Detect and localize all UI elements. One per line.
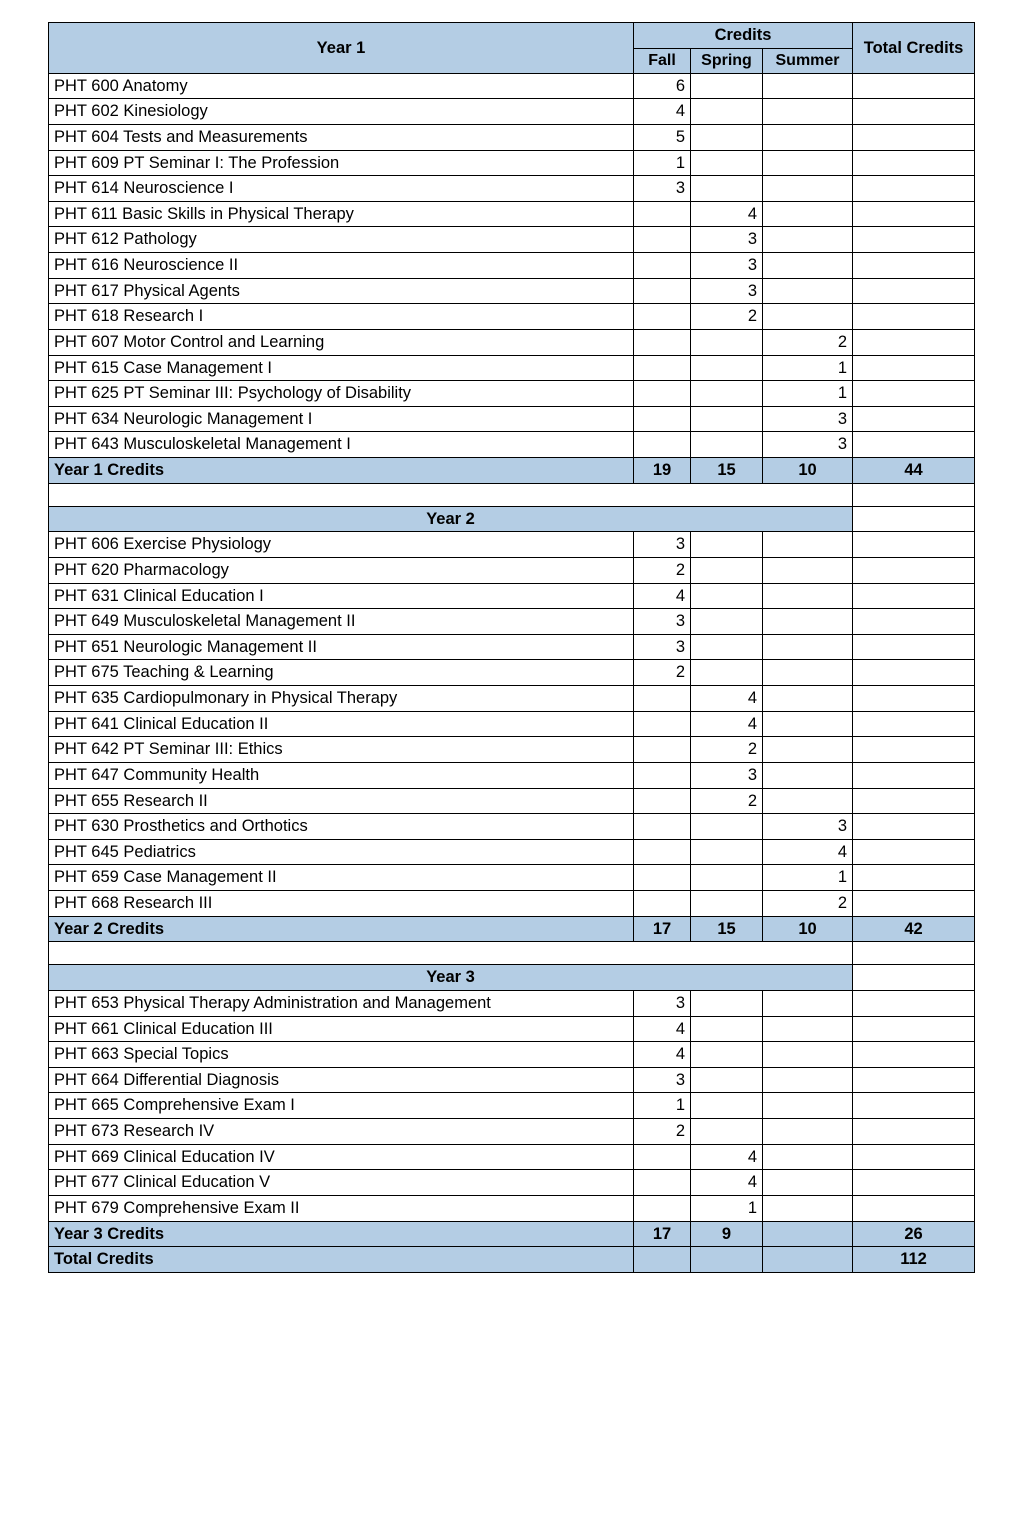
spring-credits: 3 — [691, 278, 763, 304]
fall-credits — [634, 762, 691, 788]
summer-credits: 3 — [763, 814, 853, 840]
total-credits-empty — [853, 1093, 975, 1119]
course-name: PHT 614 Neuroscience I — [49, 176, 634, 202]
table-row — [49, 660, 975, 686]
spring-credits — [691, 609, 763, 635]
section-title-year-3: Year 3 — [49, 965, 853, 991]
course-name: PHT 651 Neurologic Management II — [49, 634, 634, 660]
fall-credits — [634, 406, 691, 432]
summer-credits — [763, 227, 853, 253]
summer-credits: 2 — [763, 329, 853, 355]
grand-total-row — [49, 1247, 975, 1273]
spring-credits — [691, 557, 763, 583]
total-credits-empty — [853, 814, 975, 840]
fall-credits: 2 — [634, 557, 691, 583]
section-total-summer — [763, 1221, 853, 1247]
summer-credits — [763, 150, 853, 176]
spring-credits — [691, 583, 763, 609]
course-name: PHT 675 Teaching & Learning — [49, 660, 634, 686]
spacer-cell-right — [853, 942, 975, 965]
spring-credits — [691, 1119, 763, 1145]
total-credits-empty — [853, 865, 975, 891]
spring-credits — [691, 532, 763, 558]
summer-credits — [763, 1042, 853, 1068]
fall-credits — [634, 432, 691, 458]
section-total-fall: 17 — [634, 916, 691, 942]
total-credits-empty — [853, 506, 975, 532]
course-name: PHT 616 Neuroscience II — [49, 253, 634, 279]
table-row — [49, 839, 975, 865]
summer-credits — [763, 583, 853, 609]
summer-credits: 3 — [763, 432, 853, 458]
course-name: PHT 625 PT Seminar III: Psychology of Disability — [49, 381, 634, 407]
course-name: PHT 668 Research III — [49, 891, 634, 917]
section-total-fall: 19 — [634, 458, 691, 484]
section-total-row — [49, 1221, 975, 1247]
total-credits-empty — [853, 1144, 975, 1170]
summer-credits — [763, 660, 853, 686]
section-total-row — [49, 458, 975, 484]
summer-credits — [763, 1016, 853, 1042]
course-name: PHT 607 Motor Control and Learning — [49, 329, 634, 355]
spring-header: Spring — [691, 48, 763, 73]
spring-credits: 2 — [691, 737, 763, 763]
course-name: PHT 617 Physical Agents — [49, 278, 634, 304]
section-title-year-2: Year 2 — [49, 506, 853, 532]
summer-credits — [763, 253, 853, 279]
section-total-credits: 42 — [853, 916, 975, 942]
table-row — [49, 814, 975, 840]
summer-credits — [763, 1144, 853, 1170]
fall-credits: 2 — [634, 1119, 691, 1145]
summer-credits: 1 — [763, 865, 853, 891]
table-row — [49, 1119, 975, 1145]
course-name: PHT 611 Basic Skills in Physical Therapy — [49, 201, 634, 227]
fall-credits — [634, 1144, 691, 1170]
summer-credits — [763, 176, 853, 202]
table-row — [49, 1195, 975, 1221]
fall-credits — [634, 355, 691, 381]
fall-credits — [634, 278, 691, 304]
fall-credits — [634, 253, 691, 279]
course-name: PHT 609 PT Seminar I: The Profession — [49, 150, 634, 176]
spring-credits: 4 — [691, 1144, 763, 1170]
spring-credits — [691, 355, 763, 381]
fall-credits: 4 — [634, 1042, 691, 1068]
fall-credits — [634, 814, 691, 840]
spring-credits: 4 — [691, 686, 763, 712]
total-credits-empty — [853, 406, 975, 432]
spring-credits — [691, 660, 763, 686]
total-credits-empty — [853, 227, 975, 253]
fall-credits — [634, 686, 691, 712]
course-name: PHT 673 Research IV — [49, 1119, 634, 1145]
fall-credits — [634, 1170, 691, 1196]
table-row — [49, 1042, 975, 1068]
section-total-credits: 26 — [853, 1221, 975, 1247]
summer-credits — [763, 686, 853, 712]
fall-credits — [634, 737, 691, 763]
course-name: PHT 630 Prosthetics and Orthotics — [49, 814, 634, 840]
summer-credits — [763, 278, 853, 304]
course-name: PHT 663 Special Topics — [49, 1042, 634, 1068]
table-row — [49, 557, 975, 583]
table-row — [49, 686, 975, 712]
fall-credits: 3 — [634, 634, 691, 660]
spring-credits — [691, 814, 763, 840]
spring-credits — [691, 1042, 763, 1068]
total-credits-empty — [853, 381, 975, 407]
total-credits-empty — [853, 762, 975, 788]
course-name: PHT 664 Differential Diagnosis — [49, 1067, 634, 1093]
table-row — [49, 381, 975, 407]
course-name: PHT 620 Pharmacology — [49, 557, 634, 583]
fall-credits — [634, 891, 691, 917]
table-row — [49, 532, 975, 558]
summer-credits — [763, 1195, 853, 1221]
course-name: PHT 659 Case Management II — [49, 865, 634, 891]
section-total-summer: 10 — [763, 916, 853, 942]
table-row — [49, 329, 975, 355]
total-credits-empty — [853, 686, 975, 712]
spring-credits — [691, 990, 763, 1016]
table-row — [49, 176, 975, 202]
table-row — [49, 891, 975, 917]
total-credits-empty — [853, 150, 975, 176]
spacer-cell — [49, 483, 853, 506]
section-header-row — [49, 965, 975, 991]
spring-credits — [691, 124, 763, 150]
total-credits-empty — [853, 432, 975, 458]
course-name: PHT 634 Neurologic Management I — [49, 406, 634, 432]
spring-credits — [691, 150, 763, 176]
course-name: PHT 665 Comprehensive Exam I — [49, 1093, 634, 1119]
table-row — [49, 304, 975, 330]
spring-credits — [691, 865, 763, 891]
course-name: PHT 600 Anatomy — [49, 73, 634, 99]
summer-credits — [763, 634, 853, 660]
course-name: PHT 677 Clinical Education V — [49, 1170, 634, 1196]
summer-credits — [763, 304, 853, 330]
spacer-row — [49, 942, 975, 965]
fall-credits — [634, 788, 691, 814]
spring-credits — [691, 1016, 763, 1042]
table-row — [49, 1144, 975, 1170]
section-title-year-1: Year 1 — [49, 23, 634, 74]
summer-credits — [763, 762, 853, 788]
section-header-row — [49, 506, 975, 532]
total-credits-empty — [853, 329, 975, 355]
spring-credits: 4 — [691, 1170, 763, 1196]
summer-credits — [763, 788, 853, 814]
total-credits-empty — [853, 278, 975, 304]
course-name: PHT 649 Musculoskeletal Management II — [49, 609, 634, 635]
course-name: PHT 643 Musculoskeletal Management I — [49, 432, 634, 458]
table-row — [49, 990, 975, 1016]
summer-credits — [763, 73, 853, 99]
table-row — [49, 278, 975, 304]
course-name: PHT 679 Comprehensive Exam II — [49, 1195, 634, 1221]
course-name: PHT 612 Pathology — [49, 227, 634, 253]
table-row — [49, 1170, 975, 1196]
fall-credits — [634, 839, 691, 865]
total-credits-empty — [853, 99, 975, 125]
total-credits-empty — [853, 1119, 975, 1145]
spring-credits — [691, 839, 763, 865]
course-name: PHT 615 Case Management I — [49, 355, 634, 381]
summer-credits: 1 — [763, 355, 853, 381]
summer-credits — [763, 1170, 853, 1196]
grand-total-spring — [691, 1247, 763, 1273]
section-total-spring: 15 — [691, 458, 763, 484]
spring-credits: 2 — [691, 788, 763, 814]
section-total-label: Year 3 Credits — [49, 1221, 634, 1247]
course-name: PHT 661 Clinical Education III — [49, 1016, 634, 1042]
total-credits-empty — [853, 304, 975, 330]
spring-credits: 4 — [691, 711, 763, 737]
course-name: PHT 635 Cardiopulmonary in Physical Therapy — [49, 686, 634, 712]
total-credits-empty — [853, 660, 975, 686]
fall-credits — [634, 1195, 691, 1221]
spring-credits — [691, 329, 763, 355]
section-total-label: Year 2 Credits — [49, 916, 634, 942]
spring-credits: 3 — [691, 762, 763, 788]
course-name: PHT 669 Clinical Education IV — [49, 1144, 634, 1170]
summer-credits — [763, 557, 853, 583]
spring-credits: 2 — [691, 304, 763, 330]
spring-credits: 3 — [691, 253, 763, 279]
spring-credits: 1 — [691, 1195, 763, 1221]
fall-credits: 3 — [634, 609, 691, 635]
spring-credits — [691, 1093, 763, 1119]
total-credits-empty — [853, 609, 975, 635]
total-credits-empty — [853, 355, 975, 381]
total-credits-header: Total Credits — [853, 23, 975, 74]
spacer-row — [49, 483, 975, 506]
section-total-row — [49, 916, 975, 942]
grand-total-summer — [763, 1247, 853, 1273]
spacer-cell-right — [853, 483, 975, 506]
fall-credits — [634, 711, 691, 737]
fall-credits: 6 — [634, 73, 691, 99]
course-name: PHT 631 Clinical Education I — [49, 583, 634, 609]
table-row — [49, 227, 975, 253]
summer-credits: 4 — [763, 839, 853, 865]
total-credits-empty — [853, 176, 975, 202]
table-row — [49, 432, 975, 458]
spring-credits — [691, 891, 763, 917]
table-row — [49, 711, 975, 737]
total-credits-empty — [853, 634, 975, 660]
summer-credits — [763, 711, 853, 737]
total-credits-empty — [853, 1195, 975, 1221]
section-total-fall: 17 — [634, 1221, 691, 1247]
total-credits-empty — [853, 532, 975, 558]
summer-credits: 1 — [763, 381, 853, 407]
total-credits-empty — [853, 1170, 975, 1196]
total-credits-empty — [853, 711, 975, 737]
fall-credits — [634, 304, 691, 330]
fall-credits: 3 — [634, 990, 691, 1016]
course-name: PHT 606 Exercise Physiology — [49, 532, 634, 558]
course-name: PHT 604 Tests and Measurements — [49, 124, 634, 150]
table-row — [49, 253, 975, 279]
total-credits-empty — [853, 1016, 975, 1042]
curriculum-table — [48, 22, 975, 1273]
fall-credits — [634, 201, 691, 227]
spring-credits — [691, 1067, 763, 1093]
fall-credits — [634, 227, 691, 253]
summer-credits — [763, 737, 853, 763]
spring-credits: 4 — [691, 201, 763, 227]
table-row — [49, 73, 975, 99]
table-row — [49, 1093, 975, 1119]
fall-credits: 1 — [634, 1093, 691, 1119]
summer-credits — [763, 124, 853, 150]
summer-credits — [763, 1067, 853, 1093]
course-name: PHT 655 Research II — [49, 788, 634, 814]
section-total-spring: 9 — [691, 1221, 763, 1247]
section-total-label: Year 1 Credits — [49, 458, 634, 484]
table-row — [49, 583, 975, 609]
summer-header: Summer — [763, 48, 853, 73]
total-credits-empty — [853, 965, 975, 991]
spring-credits — [691, 73, 763, 99]
total-credits-empty — [853, 253, 975, 279]
fall-credits — [634, 329, 691, 355]
table-row — [49, 406, 975, 432]
section-total-summer: 10 — [763, 458, 853, 484]
grand-total-credits: 112 — [853, 1247, 975, 1273]
course-name: PHT 602 Kinesiology — [49, 99, 634, 125]
total-credits-empty — [853, 201, 975, 227]
spring-credits — [691, 432, 763, 458]
course-name: PHT 618 Research I — [49, 304, 634, 330]
total-credits-empty — [853, 788, 975, 814]
grand-total-fall — [634, 1247, 691, 1273]
summer-credits — [763, 609, 853, 635]
spring-credits — [691, 99, 763, 125]
summer-credits — [763, 201, 853, 227]
table-row — [49, 1067, 975, 1093]
course-name: PHT 642 PT Seminar III: Ethics — [49, 737, 634, 763]
spring-credits — [691, 381, 763, 407]
fall-credits — [634, 865, 691, 891]
total-credits-empty — [853, 557, 975, 583]
total-credits-empty — [853, 737, 975, 763]
fall-credits: 4 — [634, 1016, 691, 1042]
spacer-cell — [49, 942, 853, 965]
spring-credits: 3 — [691, 227, 763, 253]
course-name: PHT 641 Clinical Education II — [49, 711, 634, 737]
summer-credits — [763, 532, 853, 558]
total-credits-empty — [853, 839, 975, 865]
table-row — [49, 865, 975, 891]
total-credits-empty — [853, 891, 975, 917]
table-row — [49, 609, 975, 635]
summer-credits — [763, 1093, 853, 1119]
table-header-row — [49, 23, 975, 49]
fall-credits: 3 — [634, 176, 691, 202]
grand-total-label: Total Credits — [49, 1247, 634, 1273]
table-row — [49, 634, 975, 660]
spring-credits — [691, 634, 763, 660]
fall-credits: 5 — [634, 124, 691, 150]
course-name: PHT 645 Pediatrics — [49, 839, 634, 865]
table-row — [49, 99, 975, 125]
total-credits-empty — [853, 1042, 975, 1068]
table-row — [49, 201, 975, 227]
table-row — [49, 762, 975, 788]
fall-credits: 3 — [634, 1067, 691, 1093]
total-credits-empty — [853, 990, 975, 1016]
summer-credits: 2 — [763, 891, 853, 917]
fall-header: Fall — [634, 48, 691, 73]
fall-credits: 3 — [634, 532, 691, 558]
fall-credits — [634, 381, 691, 407]
course-name: PHT 653 Physical Therapy Administration and Management — [49, 990, 634, 1016]
total-credits-empty — [853, 73, 975, 99]
table-row — [49, 788, 975, 814]
section-total-spring: 15 — [691, 916, 763, 942]
table-row — [49, 124, 975, 150]
total-credits-empty — [853, 124, 975, 150]
summer-credits — [763, 990, 853, 1016]
fall-credits: 4 — [634, 99, 691, 125]
table-row — [49, 355, 975, 381]
summer-credits: 3 — [763, 406, 853, 432]
fall-credits: 1 — [634, 150, 691, 176]
total-credits-empty — [853, 583, 975, 609]
credits-header: Credits — [634, 23, 853, 49]
spring-credits — [691, 176, 763, 202]
table-row — [49, 150, 975, 176]
course-name: PHT 647 Community Health — [49, 762, 634, 788]
table-row — [49, 1016, 975, 1042]
fall-credits: 4 — [634, 583, 691, 609]
fall-credits: 2 — [634, 660, 691, 686]
summer-credits — [763, 1119, 853, 1145]
total-credits-empty — [853, 1067, 975, 1093]
spring-credits — [691, 406, 763, 432]
section-total-credits: 44 — [853, 458, 975, 484]
summer-credits — [763, 99, 853, 125]
table-row — [49, 737, 975, 763]
